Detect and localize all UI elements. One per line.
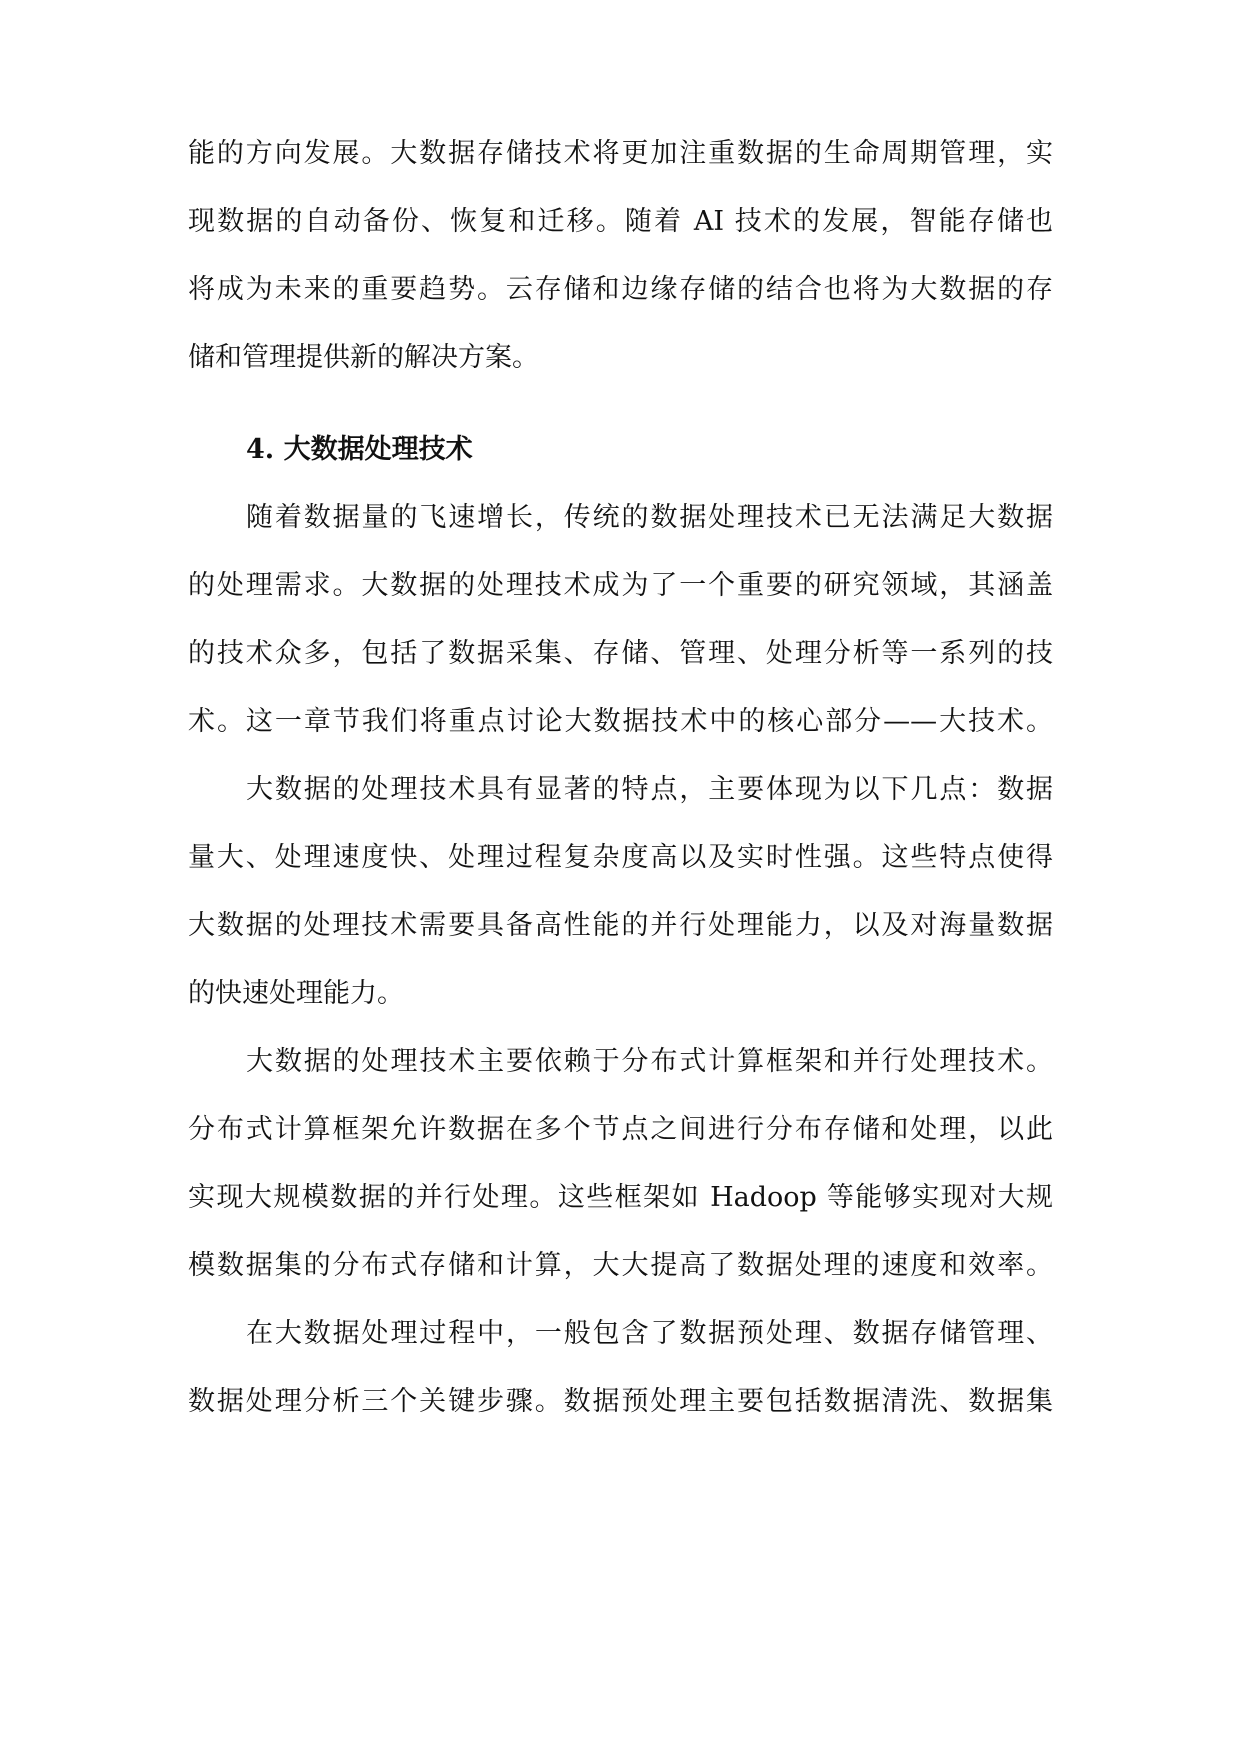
paragraph-line: 的快速处理能力。: [188, 978, 404, 1009]
paragraph-line: 分布式计算框架允许数据在多个节点之间进行分布存储和处理，以此: [188, 1114, 1053, 1145]
section-heading: 4. 大数据处理技术: [246, 434, 473, 465]
paragraph-line: 实现大规模数据的并行处理。这些框架如 Hadoop 等能够实现对大规: [188, 1182, 1053, 1213]
paragraph-line: 大数据的处理技术具有显著的特点，主要体现为以下几点：数据: [246, 774, 1053, 805]
paragraph-line: 的处理需求。大数据的处理技术成为了一个重要的研究领域，其涵盖: [188, 570, 1053, 601]
paragraph-line: 术。这一章节我们将重点讨论大数据技术中的核心部分——大技术。: [188, 706, 1053, 737]
paragraph-line: 大数据的处理技术主要依赖于分布式计算框架和并行处理技术。: [246, 1046, 1053, 1077]
paragraph-line: 量大、处理速度快、处理过程复杂度高以及实时性强。这些特点使得: [188, 842, 1053, 873]
paragraph-line: 模数据集的分布式存储和计算，大大提高了数据处理的速度和效率。: [188, 1250, 1053, 1281]
paragraph-line: 将成为未来的重要趋势。云存储和边缘存储的结合也将为大数据的存: [188, 274, 1053, 305]
paragraph-line: 的技术众多，包括了数据采集、存储、管理、处理分析等一系列的技: [188, 638, 1053, 669]
paragraph-line: 随着数据量的飞速增长，传统的数据处理技术已无法满足大数据: [246, 502, 1053, 533]
paragraph-line: 在大数据处理过程中，一般包含了数据预处理、数据存储管理、: [246, 1318, 1053, 1349]
paragraph-line: 能的方向发展。大数据存储技术将更加注重数据的生命周期管理，实: [188, 138, 1053, 169]
paragraph-line: 大数据的处理技术需要具备高性能的并行处理能力，以及对海量数据: [188, 910, 1053, 941]
paragraph-line: 现数据的自动备份、恢复和迁移。随着 AI 技术的发展，智能存储也: [188, 206, 1053, 237]
paragraph-line: 储和管理提供新的解决方案。: [188, 342, 539, 373]
paragraph-line: 数据处理分析三个关键步骤。数据预处理主要包括数据清洗、数据集: [188, 1386, 1053, 1417]
